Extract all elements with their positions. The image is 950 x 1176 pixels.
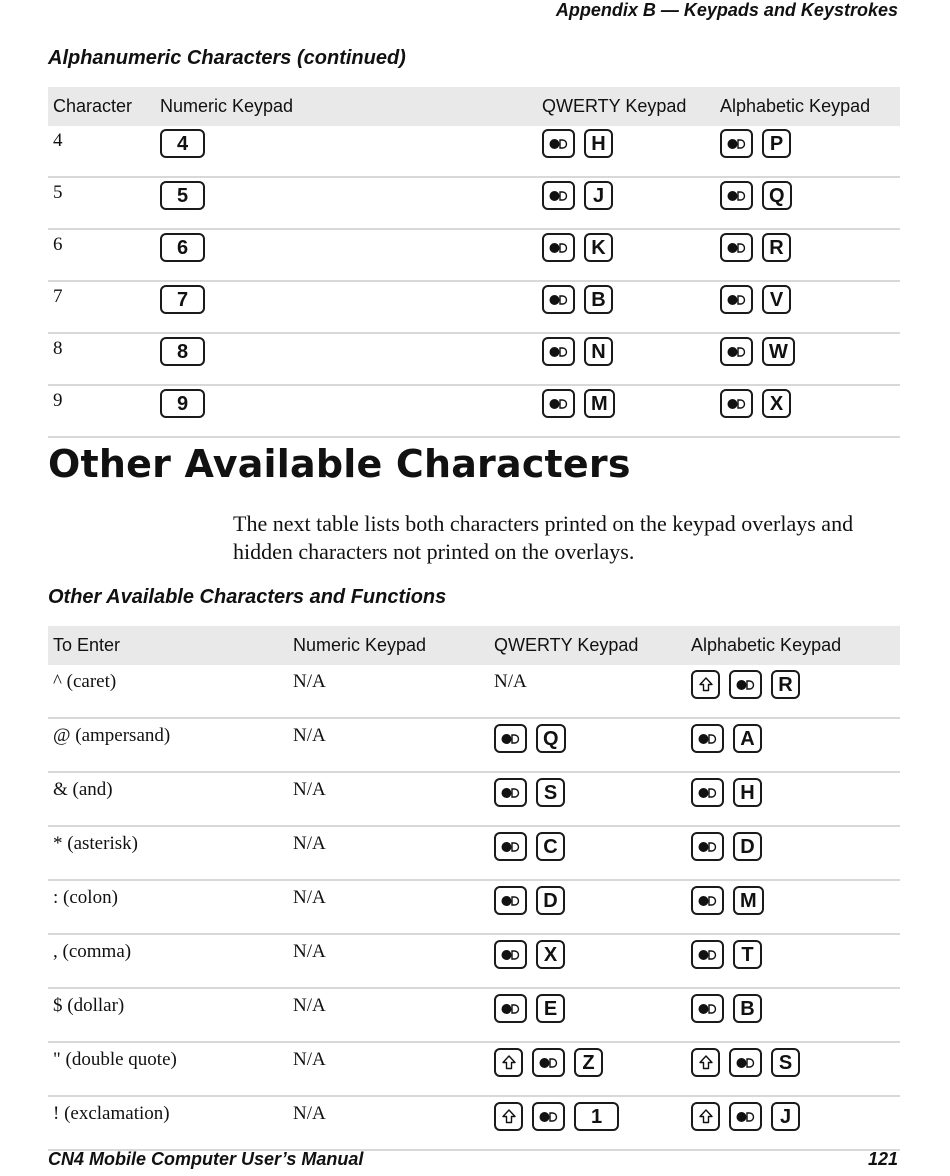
- blue-modifier-key-icon: [532, 1102, 565, 1131]
- keycap-r-icon: R: [762, 233, 791, 262]
- keycap-m-icon: M: [733, 886, 764, 915]
- table-row: [48, 385, 900, 437]
- keycap-n-icon: N: [584, 337, 613, 366]
- text-cell: N/A: [489, 665, 686, 718]
- blue-modifier-key-icon: [494, 940, 527, 969]
- footer-manual-title: CN4 Mobile Computer User’s Manual: [48, 1149, 364, 1169]
- keystroke-cell: [489, 934, 686, 988]
- keystroke-cell: [155, 177, 537, 229]
- keystroke-cell: [537, 281, 715, 333]
- keycap-w-icon: W: [762, 337, 795, 366]
- blue-modifier-key-icon: [691, 994, 724, 1023]
- blue-modifier-key-icon: [691, 886, 724, 915]
- key-sequence: [494, 724, 686, 753]
- keycap-j-icon: J: [584, 181, 613, 210]
- running-header: Appendix B — Keypads and Keystrokes: [555, 0, 898, 20]
- keystroke-cell: [155, 333, 537, 385]
- key-sequence: [691, 994, 900, 1023]
- keystroke-cell: [715, 333, 900, 385]
- blue-modifier-key-icon: [542, 389, 575, 418]
- keystroke-cell: [686, 1096, 900, 1150]
- text-cell: N/A: [288, 665, 489, 718]
- column-header: Character: [48, 87, 155, 126]
- other-characters-table: [48, 626, 900, 1151]
- key-sequence: [494, 994, 686, 1023]
- blue-modifier-key-icon: [729, 1102, 762, 1131]
- keystroke-cell: [537, 229, 715, 281]
- table-header-row: [48, 87, 900, 126]
- text-cell: & (and): [48, 772, 288, 826]
- blue-modifier-key-icon: [542, 129, 575, 158]
- column-header: Numeric Keypad: [288, 626, 489, 665]
- keystroke-cell: [686, 1042, 900, 1096]
- key-sequence: [542, 285, 715, 314]
- keystroke-cell: [489, 1096, 686, 1150]
- text-cell: * (asterisk): [48, 826, 288, 880]
- keystroke-cell: [686, 880, 900, 934]
- keycap-k-icon: K: [584, 233, 613, 262]
- blue-modifier-key-icon: [720, 233, 753, 262]
- table-row: [48, 1096, 900, 1150]
- keycap-m-icon: M: [584, 389, 615, 418]
- key-sequence: [691, 1102, 900, 1131]
- keycap-a-icon: A: [733, 724, 762, 753]
- keycap-8-icon: 8: [160, 337, 205, 366]
- keystroke-cell: [489, 826, 686, 880]
- text-cell: N/A: [288, 934, 489, 988]
- table-row: [48, 1042, 900, 1096]
- key-sequence: [691, 670, 900, 699]
- keycap-9-icon: 9: [160, 389, 205, 418]
- text-cell: ! (exclamation): [48, 1096, 288, 1150]
- column-header: Alphabetic Keypad: [715, 87, 900, 126]
- table-row: [48, 333, 900, 385]
- keycap-b-icon: B: [733, 994, 762, 1023]
- table-header-row: [48, 626, 900, 665]
- keycap-7-icon: 7: [160, 285, 205, 314]
- keystroke-cell: [537, 126, 715, 177]
- blue-modifier-key-icon: [691, 832, 724, 861]
- key-sequence: [160, 233, 537, 262]
- key-sequence: [160, 181, 537, 210]
- keystroke-cell: [155, 281, 537, 333]
- text-cell: N/A: [288, 1042, 489, 1096]
- key-sequence: [691, 940, 900, 969]
- text-cell: N/A: [288, 1096, 489, 1150]
- key-sequence: [720, 337, 900, 366]
- key-sequence: [494, 1048, 686, 1077]
- key-sequence: [494, 940, 686, 969]
- blue-modifier-key-icon: [729, 1048, 762, 1077]
- text-cell: 8: [48, 333, 155, 385]
- blue-modifier-key-icon: [494, 778, 527, 807]
- text-cell: N/A: [288, 718, 489, 772]
- blue-modifier-key-icon: [720, 129, 753, 158]
- text-cell: 9: [48, 385, 155, 437]
- keycap-v-icon: V: [762, 285, 791, 314]
- blue-modifier-key-icon: [691, 778, 724, 807]
- keystroke-cell: [715, 126, 900, 177]
- keycap-s-icon: S: [536, 778, 565, 807]
- section-intro: The next table lists both characters printed on the keypad overlays and hidden characters not printed on the overlays.: [233, 511, 854, 564]
- table-row: [48, 934, 900, 988]
- keystroke-cell: [715, 229, 900, 281]
- keystroke-cell: [489, 772, 686, 826]
- text-cell: N/A: [288, 772, 489, 826]
- key-sequence: [494, 886, 686, 915]
- blue-modifier-key-icon: [720, 389, 753, 418]
- blue-modifier-key-icon: [494, 832, 527, 861]
- key-sequence: [542, 389, 715, 418]
- text-cell: N/A: [288, 880, 489, 934]
- table-row: [48, 177, 900, 229]
- key-sequence: [494, 778, 686, 807]
- text-cell: N/A: [288, 826, 489, 880]
- keycap-r-icon: R: [771, 670, 800, 699]
- keycap-6-icon: 6: [160, 233, 205, 262]
- blue-modifier-key-icon: [720, 181, 753, 210]
- keycap-5-icon: 5: [160, 181, 205, 210]
- keystroke-cell: [489, 718, 686, 772]
- blue-modifier-key-icon: [720, 337, 753, 366]
- key-sequence: [160, 389, 537, 418]
- key-sequence: [542, 129, 715, 158]
- table1-caption: Alphanumeric Characters (continued): [48, 47, 406, 69]
- key-sequence: [720, 285, 900, 314]
- key-sequence: [720, 129, 900, 158]
- keystroke-cell: [686, 772, 900, 826]
- table-row: [48, 281, 900, 333]
- blue-modifier-key-icon: [720, 285, 753, 314]
- blue-modifier-key-icon: [729, 670, 762, 699]
- keycap-t-icon: T: [733, 940, 762, 969]
- table-row: [48, 126, 900, 177]
- table-row: [48, 665, 900, 718]
- alphanumeric-table: [48, 87, 900, 438]
- key-sequence: [691, 1048, 900, 1077]
- key-sequence: [720, 389, 900, 418]
- blue-modifier-key-icon: [494, 994, 527, 1023]
- keystroke-cell: [155, 229, 537, 281]
- keycap-x-icon: X: [762, 389, 791, 418]
- keycap-4-icon: 4: [160, 129, 205, 158]
- keycap-q-icon: Q: [762, 181, 792, 210]
- keystroke-cell: [489, 988, 686, 1042]
- blue-modifier-key-icon: [542, 233, 575, 262]
- keystroke-cell: [715, 385, 900, 437]
- keycap-c-icon: C: [536, 832, 565, 861]
- keycap-b-icon: B: [584, 285, 613, 314]
- shift-key-icon: [494, 1102, 523, 1131]
- keystroke-cell: [489, 1042, 686, 1096]
- blue-modifier-key-icon: [494, 724, 527, 753]
- keycap-p-icon: P: [762, 129, 791, 158]
- keycap-d-icon: D: [536, 886, 565, 915]
- keycap-x-icon: X: [536, 940, 565, 969]
- table-row: [48, 826, 900, 880]
- shift-key-icon: [691, 670, 720, 699]
- keycap-z-icon: Z: [574, 1048, 603, 1077]
- key-sequence: [160, 285, 537, 314]
- key-sequence: [542, 337, 715, 366]
- text-cell: : (colon): [48, 880, 288, 934]
- text-cell: N/A: [288, 988, 489, 1042]
- keycap-q-icon: Q: [536, 724, 566, 753]
- blue-modifier-key-icon: [542, 181, 575, 210]
- column-header: To Enter: [48, 626, 288, 665]
- table-row: [48, 880, 900, 934]
- key-sequence: [720, 233, 900, 262]
- key-sequence: [542, 181, 715, 210]
- column-header: Alphabetic Keypad: [686, 626, 900, 665]
- key-sequence: [160, 337, 537, 366]
- text-cell: $ (dollar): [48, 988, 288, 1042]
- keystroke-cell: [686, 665, 900, 718]
- text-cell: 6: [48, 229, 155, 281]
- keystroke-cell: [155, 385, 537, 437]
- blue-modifier-key-icon: [494, 886, 527, 915]
- column-header: QWERTY Keypad: [537, 87, 715, 126]
- footer-page-number: 121: [867, 1149, 898, 1169]
- text-cell: 5: [48, 177, 155, 229]
- keystroke-cell: [715, 177, 900, 229]
- keystroke-cell: [686, 718, 900, 772]
- shift-key-icon: [494, 1048, 523, 1077]
- key-sequence: [691, 778, 900, 807]
- column-header: QWERTY Keypad: [489, 626, 686, 665]
- keycap-j-icon: J: [771, 1102, 800, 1131]
- blue-modifier-key-icon: [542, 337, 575, 366]
- section-title: Other Available Characters: [48, 442, 631, 486]
- shift-key-icon: [691, 1048, 720, 1077]
- keycap-h-icon: H: [584, 129, 613, 158]
- text-cell: 7: [48, 281, 155, 333]
- key-sequence: [691, 724, 900, 753]
- table2-caption: Other Available Characters and Functions: [48, 586, 447, 608]
- key-sequence: [494, 832, 686, 861]
- keystroke-cell: [715, 281, 900, 333]
- keycap-s-icon: S: [771, 1048, 800, 1077]
- keystroke-cell: [537, 333, 715, 385]
- text-cell: , (comma): [48, 934, 288, 988]
- key-sequence: [720, 181, 900, 210]
- blue-modifier-key-icon: [691, 940, 724, 969]
- table-row: [48, 229, 900, 281]
- text-cell: ^ (caret): [48, 665, 288, 718]
- keystroke-cell: [537, 177, 715, 229]
- key-sequence: [691, 886, 900, 915]
- text-cell: " (double quote): [48, 1042, 288, 1096]
- keycap-h-icon: H: [733, 778, 762, 807]
- keycap-e-icon: E: [536, 994, 565, 1023]
- text-cell: @ (ampersand): [48, 718, 288, 772]
- keystroke-cell: [686, 934, 900, 988]
- key-sequence: [542, 233, 715, 262]
- keycap-d-icon: D: [733, 832, 762, 861]
- text-cell: 4: [48, 126, 155, 177]
- key-sequence: [494, 1102, 686, 1131]
- keystroke-cell: [489, 880, 686, 934]
- keycap-1-icon: 1: [574, 1102, 619, 1131]
- table-row: [48, 988, 900, 1042]
- keystroke-cell: [537, 385, 715, 437]
- key-sequence: [691, 832, 900, 861]
- shift-key-icon: [691, 1102, 720, 1131]
- keystroke-cell: [155, 126, 537, 177]
- blue-modifier-key-icon: [532, 1048, 565, 1077]
- blue-modifier-key-icon: [542, 285, 575, 314]
- blue-modifier-key-icon: [691, 724, 724, 753]
- keystroke-cell: [686, 988, 900, 1042]
- keystroke-cell: [686, 826, 900, 880]
- key-sequence: [160, 129, 537, 158]
- table-row: [48, 718, 900, 772]
- column-header: Numeric Keypad: [155, 87, 537, 126]
- table-row: [48, 772, 900, 826]
